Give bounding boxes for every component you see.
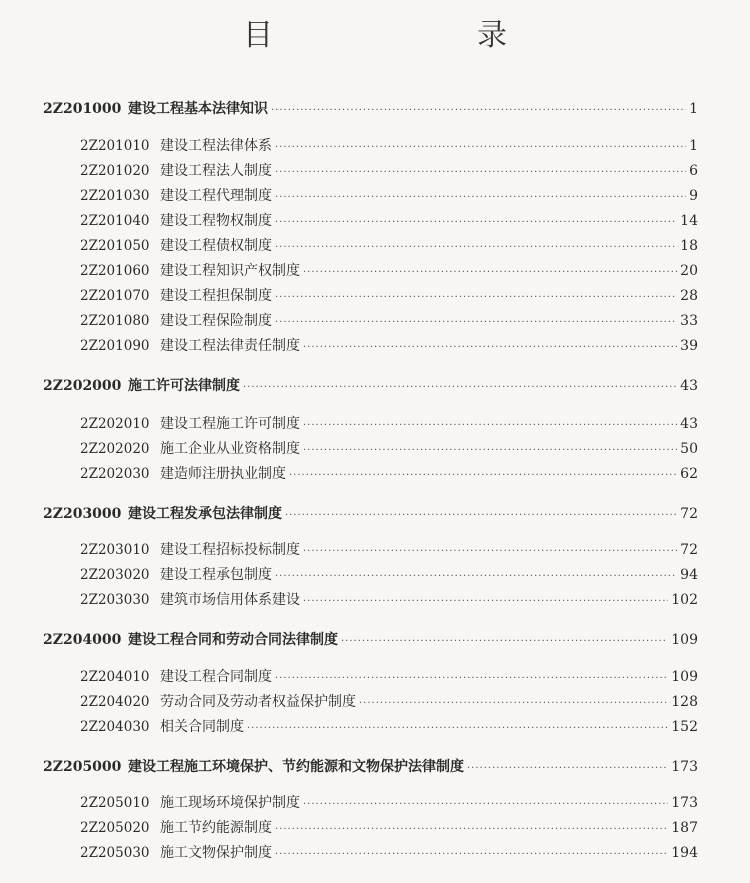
dot-leader bbox=[275, 187, 686, 209]
entry-title: 施工节约能源制度 bbox=[160, 820, 272, 836]
dot-leader bbox=[303, 794, 668, 816]
entry-title: 建设工程基本法律知识 bbox=[128, 101, 268, 117]
entry-page-number: 109 bbox=[671, 669, 698, 685]
entry-code: 2Z205020 bbox=[80, 820, 150, 836]
toc-section-entry[interactable] bbox=[0, 413, 750, 435]
toc-section-entry[interactable] bbox=[0, 135, 750, 157]
toc-section-entry[interactable] bbox=[0, 589, 750, 611]
entry-page-number: 173 bbox=[671, 759, 698, 775]
entry-code: 2Z201050 bbox=[80, 238, 150, 254]
entry-code: 2Z201000 bbox=[43, 101, 122, 117]
toc-section-entry[interactable] bbox=[0, 438, 750, 460]
toc-section-entry[interactable] bbox=[0, 335, 750, 357]
toc-section-entry[interactable] bbox=[0, 260, 750, 282]
entry-title: 施工现场环境保护制度 bbox=[160, 795, 300, 811]
toc-chapter-entry[interactable] bbox=[0, 98, 750, 120]
dot-leader bbox=[275, 162, 686, 184]
entry-page-number: 1 bbox=[689, 101, 698, 117]
entry-code: 2Z201060 bbox=[80, 263, 150, 279]
entry-code: 2Z204020 bbox=[80, 694, 150, 710]
toc-section-entry[interactable] bbox=[0, 463, 750, 485]
entry-page-number: 43 bbox=[680, 416, 698, 432]
dot-leader bbox=[275, 668, 668, 690]
entry-code: 2Z201010 bbox=[80, 138, 150, 154]
entry-title: 建设工程施工环境保护、节约能源和文物保护法律制度 bbox=[128, 759, 464, 775]
entry-code: 2Z201090 bbox=[80, 338, 150, 354]
entry-page-number: 6 bbox=[689, 163, 698, 179]
entry-page-number: 72 bbox=[680, 506, 698, 522]
entry-page-number: 102 bbox=[671, 592, 698, 608]
entry-code: 2Z203030 bbox=[80, 592, 150, 608]
entry-code: 2Z204010 bbox=[80, 669, 150, 685]
dot-leader bbox=[303, 541, 677, 563]
entry-page-number: 18 bbox=[680, 238, 698, 254]
entry-title: 建设工程合同和劳动合同法律制度 bbox=[128, 632, 338, 648]
entry-title: 建设工程承包制度 bbox=[160, 567, 272, 583]
toc-section-entry[interactable] bbox=[0, 160, 750, 182]
dot-leader bbox=[303, 262, 677, 284]
dot-leader bbox=[341, 631, 668, 653]
toc-chapter-entry[interactable] bbox=[0, 503, 750, 525]
toc-section-entry[interactable] bbox=[0, 285, 750, 307]
entry-page-number: 152 bbox=[671, 719, 698, 735]
dot-leader bbox=[275, 566, 677, 588]
entry-title: 建设工程代理制度 bbox=[160, 188, 272, 204]
entry-title: 建设工程债权制度 bbox=[160, 238, 272, 254]
toc-section-entry[interactable] bbox=[0, 210, 750, 232]
toc-section-entry[interactable] bbox=[0, 691, 750, 713]
dot-leader bbox=[285, 505, 677, 527]
page-title: 目 录 bbox=[243, 18, 555, 53]
entry-page-number: 28 bbox=[680, 288, 698, 304]
entry-code: 2Z201070 bbox=[80, 288, 150, 304]
toc-section-entry[interactable] bbox=[0, 716, 750, 738]
entry-title: 劳动合同及劳动者权益保护制度 bbox=[160, 694, 356, 710]
entry-code: 2Z204030 bbox=[80, 719, 150, 735]
dot-leader bbox=[359, 693, 668, 715]
entry-page-number: 72 bbox=[680, 542, 698, 558]
entry-page-number: 43 bbox=[680, 378, 698, 394]
dot-leader bbox=[275, 237, 677, 259]
entry-page-number: 94 bbox=[680, 567, 698, 583]
entry-title: 施工许可法律制度 bbox=[128, 378, 240, 394]
entry-title: 建设工程保险制度 bbox=[160, 313, 272, 329]
toc-section-entry[interactable] bbox=[0, 539, 750, 561]
dot-leader bbox=[275, 137, 686, 159]
entry-page-number: 33 bbox=[680, 313, 698, 329]
entry-title: 建筑市场信用体系建设 bbox=[160, 592, 300, 608]
entry-page-number: 187 bbox=[671, 820, 698, 836]
entry-code: 2Z205030 bbox=[80, 845, 150, 861]
entry-page-number: 109 bbox=[671, 632, 698, 648]
toc-section-entry[interactable] bbox=[0, 310, 750, 332]
dot-leader bbox=[271, 100, 686, 122]
entry-title: 建设工程法律责任制度 bbox=[160, 338, 300, 354]
entry-title: 建设工程知识产权制度 bbox=[160, 263, 300, 279]
dot-leader bbox=[275, 312, 677, 334]
entry-code: 2Z201030 bbox=[80, 188, 150, 204]
toc-section-entry[interactable] bbox=[0, 235, 750, 257]
entry-code: 2Z201020 bbox=[80, 163, 150, 179]
entry-title: 建设工程招标投标制度 bbox=[160, 542, 300, 558]
entry-page-number: 194 bbox=[671, 845, 698, 861]
entry-code: 2Z204000 bbox=[43, 632, 122, 648]
entry-page-number: 14 bbox=[680, 213, 698, 229]
entry-code: 2Z205000 bbox=[43, 759, 122, 775]
toc-chapter-entry[interactable] bbox=[0, 629, 750, 651]
toc-section-entry[interactable] bbox=[0, 792, 750, 814]
entry-code: 2Z202010 bbox=[80, 416, 150, 432]
entry-title: 建设工程法律体系 bbox=[160, 138, 272, 154]
entry-code: 2Z202000 bbox=[43, 378, 122, 394]
dot-leader bbox=[303, 337, 677, 359]
entry-code: 2Z202020 bbox=[80, 441, 150, 457]
entry-title: 建设工程施工许可制度 bbox=[160, 416, 300, 432]
entry-title: 建设工程物权制度 bbox=[160, 213, 272, 229]
toc-section-entry[interactable] bbox=[0, 564, 750, 586]
entry-page-number: 39 bbox=[680, 338, 698, 354]
entry-page-number: 62 bbox=[680, 466, 698, 482]
dot-leader bbox=[275, 287, 677, 309]
entry-code: 2Z203020 bbox=[80, 567, 150, 583]
toc-chapter-entry[interactable] bbox=[0, 756, 750, 778]
entry-title: 施工文物保护制度 bbox=[160, 845, 272, 861]
dot-leader bbox=[275, 819, 668, 841]
entry-code: 2Z201080 bbox=[80, 313, 150, 329]
entry-title: 建造师注册执业制度 bbox=[160, 466, 286, 482]
entry-title: 建设工程法人制度 bbox=[160, 163, 272, 179]
toc-chapter-entry[interactable] bbox=[0, 375, 750, 397]
dot-leader bbox=[289, 465, 677, 487]
entry-title: 建设工程担保制度 bbox=[160, 288, 272, 304]
entry-title: 建设工程发承包法律制度 bbox=[128, 506, 282, 522]
entry-page-number: 1 bbox=[689, 138, 698, 154]
entry-title: 相关合同制度 bbox=[160, 719, 244, 735]
entry-page-number: 20 bbox=[680, 263, 698, 279]
entry-title: 施工企业从业资格制度 bbox=[160, 441, 300, 457]
entry-page-number: 128 bbox=[671, 694, 698, 710]
dot-leader bbox=[243, 377, 677, 399]
dot-leader bbox=[303, 591, 668, 613]
entry-page-number: 173 bbox=[671, 795, 698, 811]
entry-page-number: 9 bbox=[689, 188, 698, 204]
toc-section-entry[interactable] bbox=[0, 666, 750, 688]
entry-code: 2Z201040 bbox=[80, 213, 150, 229]
entry-page-number: 50 bbox=[680, 441, 698, 457]
entry-code: 2Z202030 bbox=[80, 466, 150, 482]
toc-section-entry[interactable] bbox=[0, 817, 750, 839]
dot-leader bbox=[275, 212, 677, 234]
toc-section-entry[interactable] bbox=[0, 842, 750, 864]
dot-leader bbox=[247, 718, 668, 740]
dot-leader bbox=[303, 415, 677, 437]
entry-code: 2Z203010 bbox=[80, 542, 150, 558]
dot-leader bbox=[303, 440, 677, 462]
entry-title: 建设工程合同制度 bbox=[160, 669, 272, 685]
toc-section-entry[interactable] bbox=[0, 185, 750, 207]
entry-code: 2Z205010 bbox=[80, 795, 150, 811]
dot-leader bbox=[275, 844, 668, 866]
entry-code: 2Z203000 bbox=[43, 506, 122, 522]
dot-leader bbox=[467, 758, 668, 780]
